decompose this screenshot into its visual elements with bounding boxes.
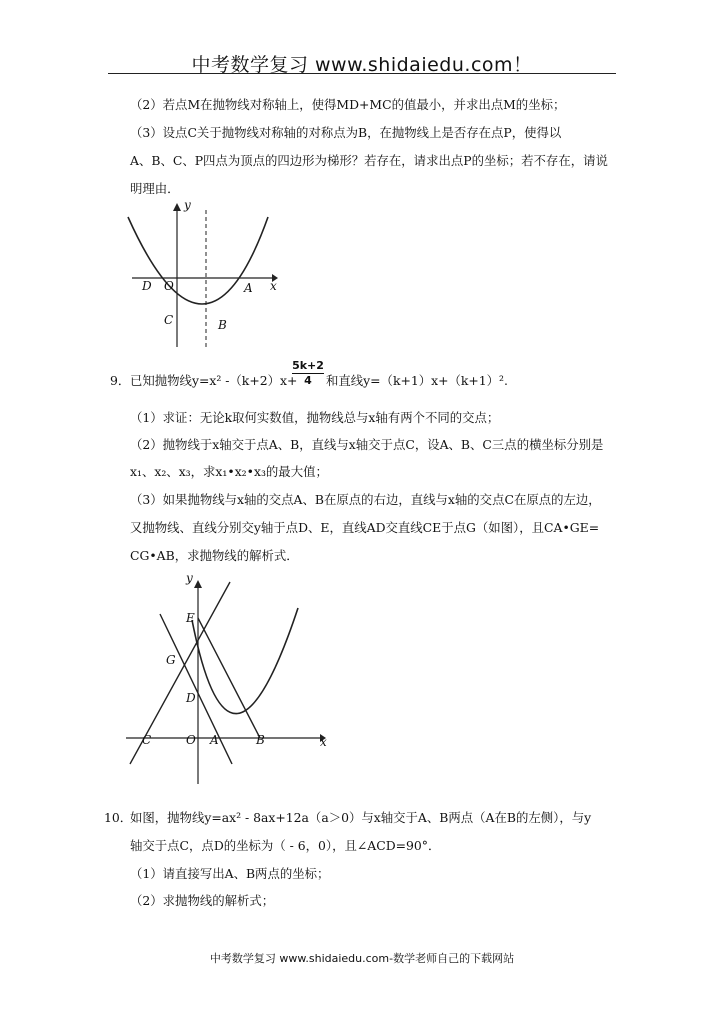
q9-label-y: y (186, 571, 193, 585)
q9-part3-line2: 又抛物线、直线分别交y轴于点D、E，直线AD交直线CE于点G（如图），且CA•GE= (130, 520, 600, 535)
q9-figure (120, 568, 340, 786)
header-rule (108, 73, 616, 74)
q9-parabola (192, 608, 298, 714)
q9-frac-denominator: 4 (304, 374, 312, 387)
q9-label-a: A (210, 733, 219, 747)
q10-part2: （2）求抛物线的解析式； (130, 893, 275, 908)
q9-label-b: B (256, 733, 265, 747)
page-header: 中考数学复习 www.shidaiedu.com！ (191, 54, 533, 76)
q10-stem-line2: 轴交于点C，点D的坐标为（ - 6，0），且∠ACD=90°． (130, 838, 441, 853)
q8-label-y: y (184, 198, 191, 212)
q8-part3-line1: （3）设点C关于抛物线对称轴的对称点为B，在抛物线上是否存在点P，使得以 (130, 125, 562, 140)
q9-label-g: G (166, 653, 176, 667)
q9-number: 9． (110, 373, 131, 388)
q8-label-a: A (244, 281, 253, 295)
q9-part1: （1）求证：无论k取何实数值，抛物线总与x轴有两个不同的交点； (130, 410, 500, 425)
q8-label-x: x (270, 279, 277, 293)
page-footer: 中考数学复习 www.shidaiedu.com-数学老师自己的下载网站 (209, 952, 515, 965)
q9-frac-numerator: 5k+2 (292, 359, 324, 372)
q8-label-b: B (218, 318, 227, 332)
q9-stem-a: 已知抛物线y=x² -（k+2）x+ (130, 373, 298, 388)
q8-label-d: D (142, 279, 152, 293)
q9-y-arrow (194, 580, 202, 588)
q8-parabola-figure (120, 195, 290, 355)
q9-part2-line1: （2）抛物线于x轴交于点A、B，直线与x轴交于点C，设A、B、C三点的横坐标分别是 (130, 437, 604, 452)
q8-part3-line3: 明理由． (130, 181, 180, 196)
q10-part1: （1）请直接写出A、B两点的坐标； (130, 866, 330, 881)
q9-label-d: D (186, 691, 196, 705)
q8-label-c: C (164, 313, 174, 327)
q9-part3-line1: （3）如果抛物线与x轴的交点A、B在原点的右边，直线与x轴的交点C在原点的左边， (130, 492, 601, 507)
q10-stem-line1: 如图，抛物线y=ax² - 8ax+12a（a＞0）与x轴交于A、B两点（A在B的左侧），与y (130, 810, 592, 825)
q9-label-e: E (186, 611, 195, 625)
q9-fraction (292, 359, 324, 388)
q10-number: 10． (104, 810, 133, 825)
q8-label-o: O (164, 279, 174, 293)
q9-label-x: x (320, 735, 327, 749)
q9-stem-b: 和直线y=（k+1）x+（k+1）². (326, 373, 508, 388)
q9-part3-line3: CG•AB，求抛物线的解析式． (130, 548, 299, 563)
q8-part3-line2: A、B、C、P四点为顶点的四边形为梯形？若存在，请求出点P的坐标；若不存在，请说 (130, 153, 608, 168)
q9-label-o: O (186, 733, 196, 747)
q9-label-c: C (142, 733, 152, 747)
q8-part2: （2）若点M在抛物线对称轴上，使得MD+MC的值最小，并求出点M的坐标； (130, 97, 566, 112)
q9-part2-line2: x₁、x₂、x₃，求x₁•x₂•x₃的最大值； (130, 464, 328, 479)
q8-y-arrow (173, 203, 181, 211)
